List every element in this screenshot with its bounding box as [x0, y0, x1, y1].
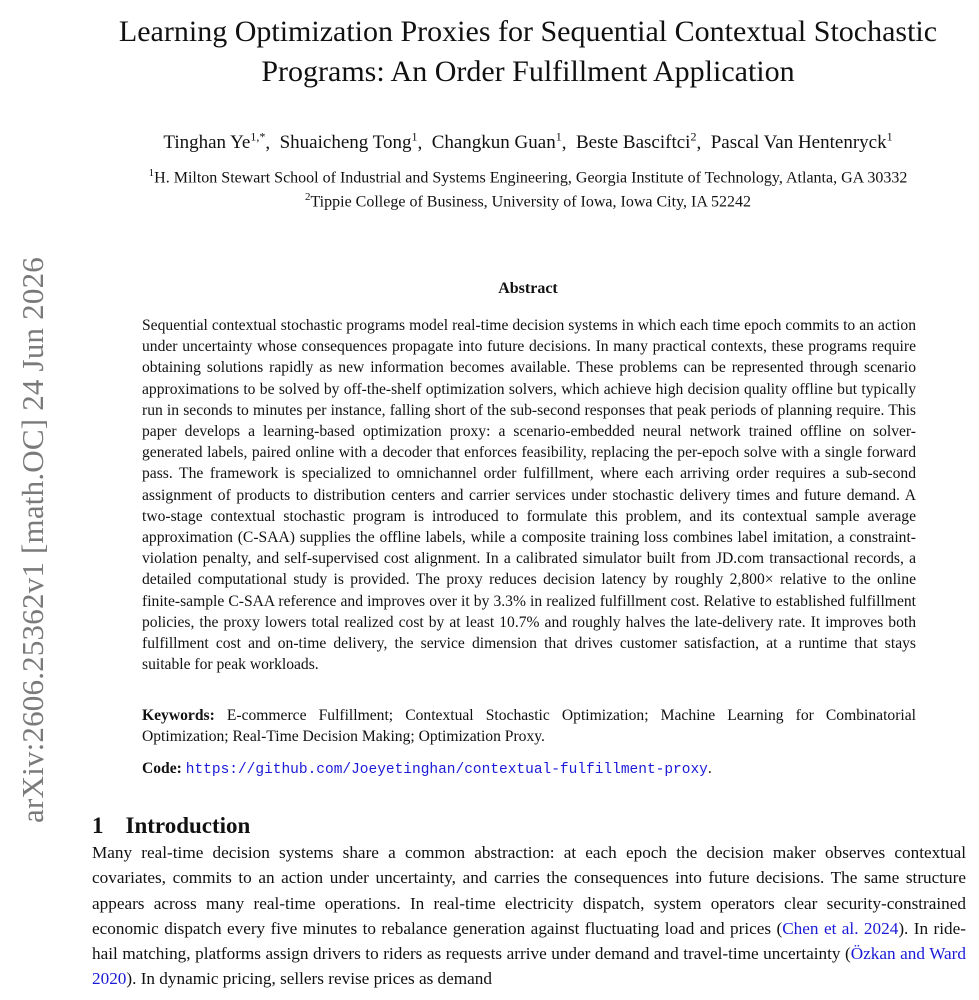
author: Tinghan $Ye^{1,*}$ [163, 130, 266, 154]
section-heading [92, 813, 250, 839]
title-line-2: Programs: An Order Fulfillment Application [261, 55, 795, 88]
citation-link[interactable]: Chen et al. 2024 [782, 918, 899, 938]
code-label: Code: [142, 760, 182, 777]
author-list: Tinghan $Ye^{1,*}$, Shuaicheng Tong$^1$, Changkun Guan$^1$, Beste Basciftci$^2$, Pascal Van Hentenryck$^1$ [163, 130, 893, 154]
author: Pascal Van Hentenryck$^1$ [710, 130, 893, 154]
paper-title [90, 12, 966, 92]
section-number: 1 [92, 813, 104, 838]
affiliation: $^2$Tippie College of Business, University of Iowa, Iowa City, IA 52242 [304, 191, 752, 211]
code-repository-link[interactable]: https://github.com/Joeyetinghan/contextual-fulfillment-proxy [185, 762, 708, 778]
arxiv-sidebar [0, 0, 66, 1000]
abstract-text: Sequential contextual stochastic programs model real-time decision systems in which each time epoch commits to an action under uncertainty whose consequences propagate into future decisions. In many practical contexts, these programs require obtaining solutions rapidly as new information becomes available. These problems can be represented through scenario approximations to be solved by off-the-shelf optimization solvers, which achieve high decision quality offline but typically run in seconds to minutes per instance, falling short of the sub-second responses that peak periods of planning require. This paper develops a learning-based optimization proxy: a scenario-embedded neural network trained offline on solver-generated labels, paired online with a decoder that enforces feasibility, replacing the per-epoch solve with a single forward pass. The framework is specialized to omnichannel order fulfillment, where each arriving order requires a sub-second assignment of products to distribution centers and carrier services under stochastic delivery times and future demand. A two-stage contextual stochastic program is introduced to formulate this problem, and its contextual sample average approximation (C-SAA) supplies the offline labels, while a composite training loss combines label imitation, a constraint-violation penalty, and self-supervised cost alignment. In a calibrated simulator built from JD.com transactional records, a detailed computational study is provided. The proxy reduces decision latency by roughly 2,800× relative to the online finite-sample C-SAA reference and improves over it by 3.3% in realized fulfillment cost. Relative to established fulfillment policies, the proxy lowers total realized cost by at least 10.7% and roughly halves the late-delivery rate. It improves both fulfillment cost and on-time delivery, the service dimension that drives customer satisfaction, at a runtime that stays suitable for peak workloads. [142, 317, 916, 674]
author: Changkun Guan$^1$ [431, 130, 562, 154]
author: Beste Basciftci$^2$ [575, 130, 697, 154]
introduction-paragraph: Many real-time decision systems share a common abstraction: at each epoch the decision maker observes contextual covariates, commits to an action under uncertainty, and carries the consequences into future decisions. The same structure appears across many real-time operations. In real-time electricity dispatch, system operators clear security-constrained economic dispatch every five minutes to rebalance generation against fluctuating load and prices (Chen et al. 2024). In ride-hail matching, platforms assign drivers to riders as requests arrive under demand and travel-time uncertainty (Özkan and Ward 2020). In dynamic pricing, sellers revise prices as demand [92, 843, 966, 989]
keywords [142, 705, 916, 747]
keywords-text: E-commerce Fulfillment; Contextual Stochastic Optimization; Machine Learning for Combinatorial Optimization; Real-Time Decision Making; Optimization Proxy. [142, 707, 916, 746]
code-line: Code: https://github.com/Joeyetinghan/contextual-fulfillment-proxy. [142, 760, 712, 778]
arxiv-identifier: arXiv:2606.25362v1 [math.OC] 24 Jun 2026 [15, 257, 50, 823]
citation-link[interactable]: Özkan and Ward 2020 [92, 944, 966, 989]
author: Shuaicheng Tong$^1$ [279, 130, 418, 154]
section-title: Introduction [125, 813, 251, 838]
abstract-heading: Abstract [498, 280, 558, 297]
keywords-label: Keywords: [142, 707, 215, 724]
affiliation: $^1$H. Milton Stewart School of Industrial and Systems Engineering, Georgia Institute of Technology, Atlanta, GA 30332 [148, 167, 908, 187]
title-line-1: Learning Optimization Proxies for Sequential Contextual Stochastic [118, 15, 938, 48]
